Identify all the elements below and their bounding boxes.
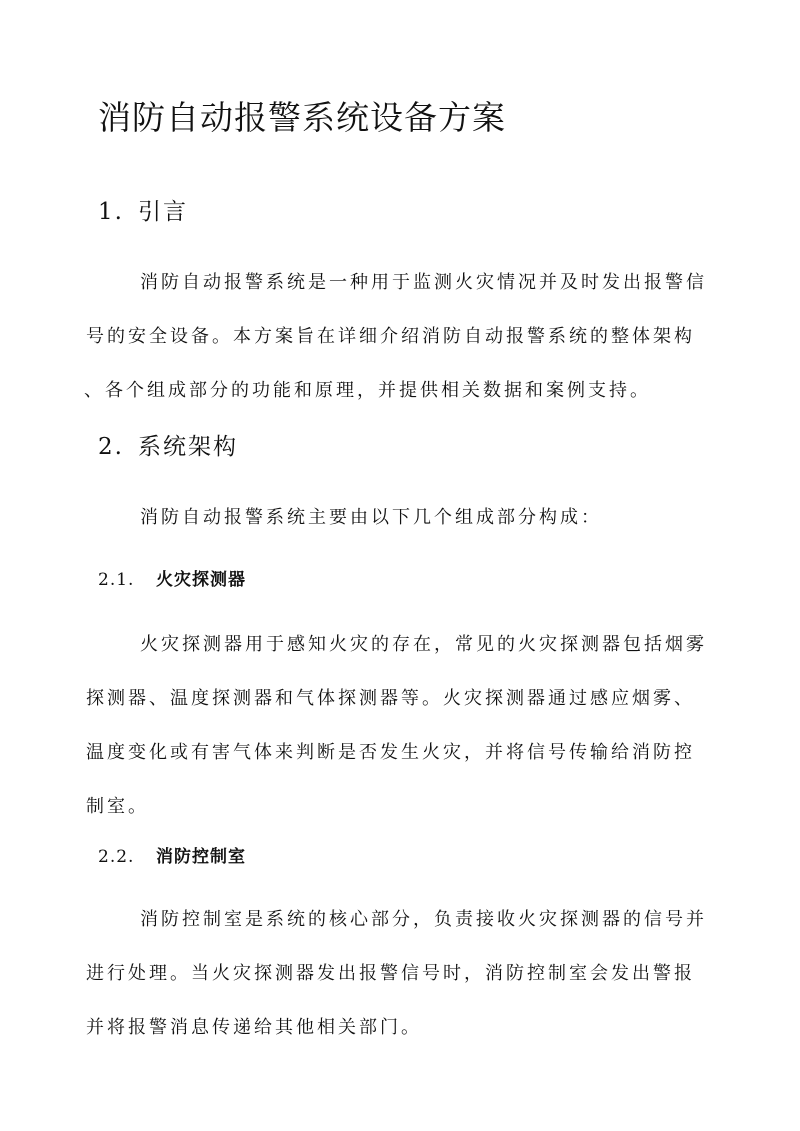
paragraph-line: 消防控制室是系统的核心部分，负责接收火灾探测器的信号并 — [140, 909, 707, 930]
subsection-number: 2.2. — [98, 847, 135, 867]
section-title: 系统架构 — [138, 434, 238, 460]
section-heading-introduction — [98, 197, 188, 227]
paragraph-line: 火灾探测器用于感知火灾的存在，常见的火灾探测器包括烟雾 — [140, 634, 707, 655]
paragraph-line: 消防自动报警系统主要由以下几个组成部分构成： — [140, 507, 602, 528]
section-title: 引言 — [138, 199, 188, 225]
paragraph-line: 号的安全设备。本方案旨在详细介绍消防自动报警系统的整体架构 — [86, 326, 695, 347]
paragraph-introduction — [84, 256, 707, 418]
paragraph-line: 探测器、温度探测器和气体探测器等。火灾探测器通过感应烟雾、 — [86, 688, 695, 709]
section-number: 1. — [98, 199, 124, 225]
subsection-heading-fire-detector — [98, 568, 246, 592]
paragraph-system-architecture — [84, 491, 704, 545]
paragraph-line: 进行处理。当火灾探测器发出报警信号时，消防控制室会发出警报 — [86, 963, 695, 984]
paragraph-line: 温度变化或有害气体来判断是否发生火灾，并将信号传输给消防控 — [86, 742, 695, 763]
subsection-title: 消防控制室 — [156, 847, 246, 867]
section-heading-system-architecture — [98, 432, 238, 462]
subsection-heading-fire-control-room — [98, 845, 246, 869]
paragraph-line: 、各个组成部分的功能和原理，并提供相关数据和案例支持。 — [84, 380, 651, 401]
subsection-title: 火灾探测器 — [156, 570, 246, 590]
paragraph-line: 消防自动报警系统是一种用于监测火灾情况并及时发出报警信 — [140, 272, 707, 293]
paragraph-line: 并将报警消息传递给其他相关部门。 — [86, 1017, 422, 1038]
paragraph-fire-control-room — [84, 893, 707, 1055]
subsection-number: 2.1. — [98, 570, 135, 590]
paragraph-fire-detector — [84, 618, 707, 834]
document-title: 消防自动报警系统设备方案 — [98, 98, 506, 137]
paragraph-line: 制室。 — [86, 796, 149, 817]
section-number: 2. — [98, 434, 124, 460]
